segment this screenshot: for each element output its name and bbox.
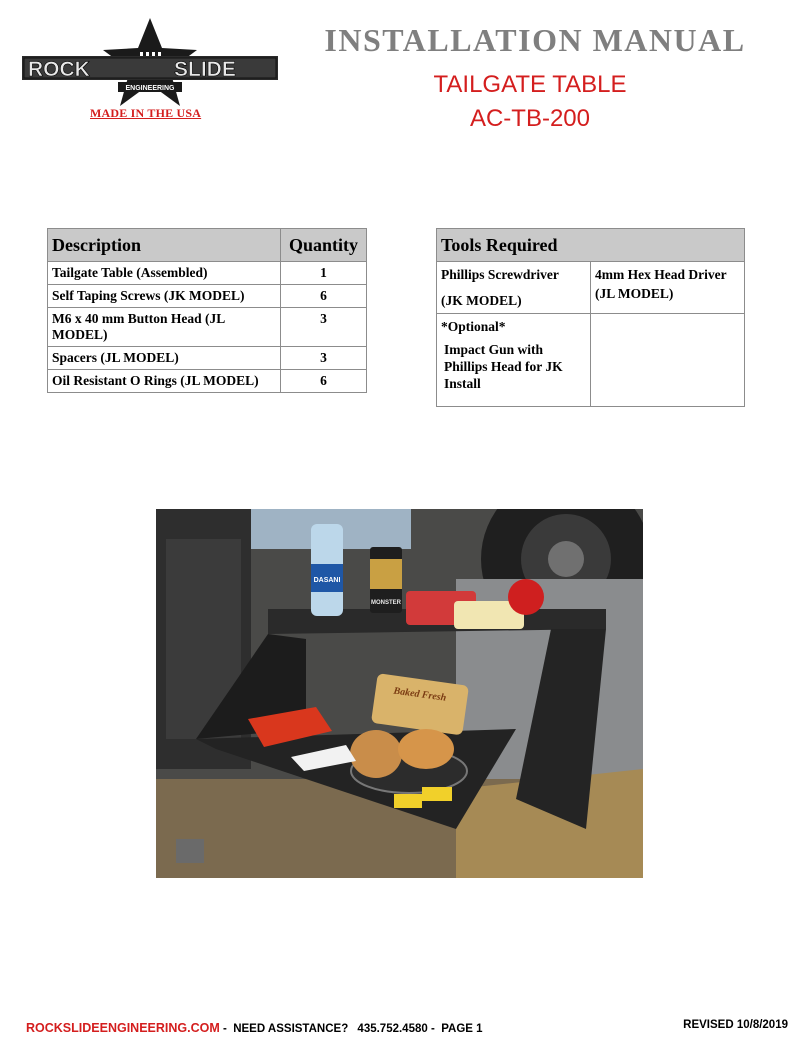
part-description: Oil Resistant O Rings (JL MODEL) [48,370,281,393]
sandwich-icon [398,729,454,769]
product-name: TAILGATE TABLE [433,71,627,98]
tool-optional-desc: Impact Gun with Phillips Head for JK Install [444,342,563,391]
condiment-packet-icon [422,787,452,801]
website-link[interactable]: ROCKSLIDEENGINEERING.COM [26,1021,220,1035]
part-description: Spacers (JL MODEL) [48,347,281,370]
svg-text:SLIDE: SLIDE [174,58,236,81]
made-in-usa-label: MADE IN THE USA [90,106,202,120]
need-assistance-label: NEED ASSISTANCE? [233,1023,349,1035]
svg-text:ENGINEERING: ENGINEERING [125,85,175,92]
parts-table [47,228,367,393]
table-row [48,370,367,393]
part-quantity: 3 [281,347,367,370]
part-quantity: 1 [281,262,367,285]
part-description: Tailgate Table (Assembled) [48,262,281,285]
part-quantity: 6 [281,285,367,308]
tool-cell [591,262,745,314]
table-row [437,262,745,314]
table-row [437,314,745,407]
phone-number[interactable]: 435.752.4580 [357,1023,428,1035]
svg-text:ROCK: ROCK [28,58,90,81]
table-row [48,285,367,308]
tool-model: (JK MODEL) [441,293,522,308]
description-header: Description [48,229,281,262]
tool-cell [437,314,591,407]
part-description: Self Taping Screws (JK MODEL) [48,285,281,308]
page-title: INSTALLATION MANUAL [324,22,746,58]
svg-text:Baked Fresh: Baked Fresh [392,685,447,704]
part-quantity: 6 [281,370,367,393]
table-row [48,308,367,347]
tools-header-row [437,229,745,262]
part-quantity: 3 [281,308,367,347]
footer-contact: ROCKSLIDEENGINEERING.COM - NEED ASSISTANCE? 435.752.4580 - PAGE 1 [26,1021,483,1035]
parts-header-row [48,229,367,262]
table-row [48,262,367,285]
tool-model: (JL MODEL) [595,286,674,301]
tailgate-table-photo [156,509,643,878]
tool-cell-empty [591,314,745,407]
tool-name: Phillips Screwdriver [441,267,559,282]
tool-cell [437,262,591,314]
tool-optional-label: *Optional* [441,319,506,334]
part-description: M6 x 40 mm Button Head (JL MODEL) [48,308,281,347]
rockslide-logo [22,18,278,120]
svg-text:MONSTER: MONSTER [371,600,401,606]
table-row [48,347,367,370]
svg-text:DASANI: DASANI [313,577,341,584]
page-number: PAGE 1 [441,1023,483,1035]
tool-name: 4mm Hex Head Driver [595,267,727,282]
logo-graphic [22,18,278,108]
part-number: AC-TB-200 [469,105,591,132]
apple-icon [508,579,544,615]
sandwich-icon [350,730,402,778]
condiment-packet-icon [394,794,422,808]
tools-header: Tools Required [437,229,745,262]
revision-date: REVISED 10/8/2019 [683,1019,788,1031]
hitch-icon [176,839,204,863]
tools-table [436,228,745,407]
product-title-block [380,68,680,136]
quantity-header: Quantity [281,229,367,262]
